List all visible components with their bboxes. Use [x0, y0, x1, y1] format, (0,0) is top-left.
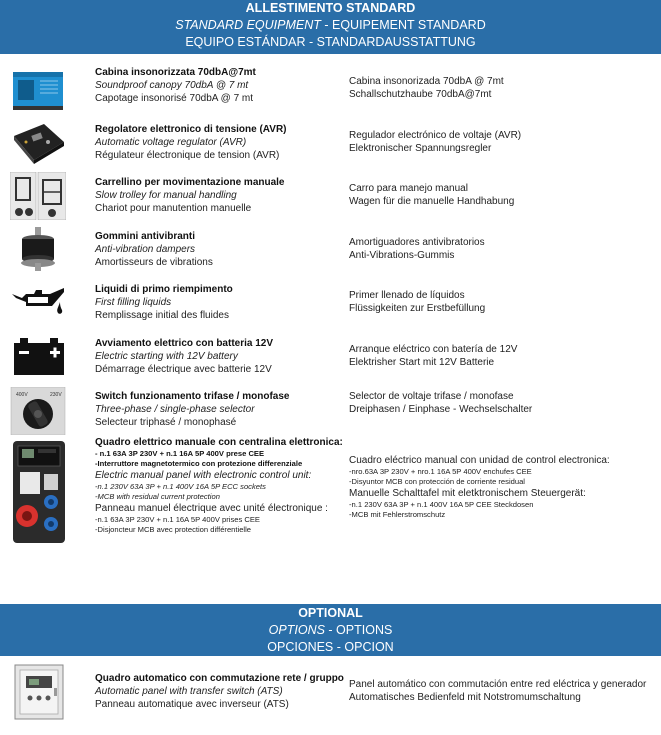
optional-title-it: OPTIONAL — [298, 606, 363, 620]
panel-en-title: Electric manual panel with electronic control unit: — [95, 470, 312, 481]
item-de-label: Wagen für die manuelle Handhabung — [349, 196, 515, 207]
item-fr-label: Selecteur triphasé / monophasé — [95, 417, 237, 428]
item-es-label: Carro para manejo manual — [349, 183, 468, 194]
optional-title-es: OPCIONES — [267, 640, 334, 654]
header-title-es: EQUIPO ESTÁNDAR — [185, 35, 306, 49]
item-en-label: Slow trolley for manual handling — [95, 190, 237, 201]
item-fr-label: Démarrage électrique avec batterie 12V — [95, 364, 272, 375]
header-title-en: STANDARD EQUIPMENT — [175, 18, 321, 32]
header-title-it: ALLESTIMENTO STANDARD — [245, 1, 416, 15]
item-es-label: Primer llenado de líquidos — [349, 290, 465, 301]
panel-it-line2: -Interruttore magnetotermico con protezione differenziale — [95, 459, 303, 468]
optional-title-fr: OPTIONS — [336, 623, 393, 637]
trolley-icon — [10, 172, 66, 220]
item-it-label: Regolatore elettronico di tensione (AVR) — [95, 124, 287, 135]
optional-title-en: OPTIONS — [268, 623, 325, 637]
optional-header: OPTIONAL OPTIONS - OPTIONS OPCIONES - OPCION — [0, 604, 661, 656]
panel-fr-line2: -Disjoncteur MCB avec protection différentielle — [95, 525, 252, 534]
panel-es-line1: -nro.63A 3P 230V + nro.1 16A 5P 400V enchufes CEE — [349, 467, 532, 476]
item-fr-label: Remplissage initial des fluides — [95, 310, 229, 321]
avr-board-icon — [10, 120, 66, 168]
panel-es-line2: -Disyuntor MCB con protección de corriente residual — [349, 477, 525, 486]
anti-vibration-damper-icon — [10, 225, 66, 273]
optional-title-de: OPCION — [344, 640, 394, 654]
opt-item-it-label: Quadro automatico con commutazione rete / gruppo — [95, 673, 344, 684]
item-de-label: Elektrisher Start mit 12V Batterie — [349, 357, 495, 368]
svg-text:230V: 230V — [50, 392, 62, 398]
item-en-label: Three-phase / single-phase selector — [95, 404, 255, 415]
panel-en-line1: -n.1 230V 63A 3P + n.1 400V 16A 5P ECC sockets — [95, 482, 266, 491]
electric-panel-icon — [12, 440, 66, 544]
item-it-label: Cabina insonorizzata 70dbA@7mt — [95, 67, 256, 78]
panel-de-line2: -MCB mit Fehlerstromschutz — [349, 510, 446, 519]
panel-en-line2: -MCB with residual current protection — [95, 492, 220, 501]
battery-icon — [10, 334, 66, 382]
item-it-label: Switch funzionamento trifase / monofase — [95, 391, 290, 402]
panel-de-title: Manuelle Schalttafel mit eletktronischem Steuergerät: — [349, 488, 586, 499]
item-fr-label: Capotage insonorisé 70dbA @ 7 mt — [95, 93, 254, 104]
panel-fr-line1: -n.1 63A 3P 230V + n.1 16A 5P 400V prises CEE — [95, 515, 260, 524]
item-fr-label: Amortisseurs de vibrations — [95, 257, 213, 268]
opt-item-es-label: Panel automático con commutación entre red eléctrica y generador — [349, 679, 647, 690]
item-es-label: Amortiguadores antivibratorios — [349, 237, 485, 248]
phase-selector-icon — [10, 387, 66, 435]
item-en-label: Automatic voltage regulator (AVR) — [95, 137, 247, 148]
oil-can-icon — [10, 280, 66, 328]
item-fr-label: Chariot pour manutention manuelle — [95, 203, 252, 214]
automatic-panel-icon — [14, 664, 64, 722]
item-es-label: Selector de voltaje trifase / monofase — [349, 391, 514, 402]
item-en-label: Anti-vibration dampers — [95, 244, 196, 255]
panel-de-line1: -n.1 230V 63A 3P + n.1 400V 16A 5P CEE Steckdosen — [349, 500, 534, 509]
item-en-label: Electric starting with 12V battery — [95, 351, 238, 362]
panel-it-title: Quadro elettrico manuale con centralina elettronica: — [95, 437, 343, 448]
header-title-de: STANDARDAUSSTATTUNG — [316, 35, 476, 49]
item-de-label: Anti-Vibrations-Gummis — [349, 250, 455, 261]
opt-item-en-label: Automatic panel with transfer switch (ATS) — [95, 686, 283, 697]
item-es-label: Arranque eléctrico con batería de 12V — [349, 344, 518, 355]
item-de-label: Flüssigkeiten zur Erstbefüllung — [349, 303, 486, 314]
header-title-fr: EQUIPEMENT STANDARD — [332, 18, 486, 32]
panel-es-title: Cuadro eléctrico manual con unidad de control electronica: — [349, 455, 610, 466]
item-it-label: Carrellino per movimentazione manuale — [95, 177, 285, 188]
item-es-label: Cabina insonorizada 70dbA @ 7mt — [349, 76, 504, 87]
opt-item-de-label: Automatisches Bedienfeld mit Notstromumschaltung — [349, 692, 581, 703]
opt-item-fr-label: Panneau automatique avec inverseur (ATS) — [95, 699, 289, 710]
panel-it-line1: - n.1 63A 3P 230V + n.1 16A 5P 400V prese CEE — [95, 449, 265, 458]
item-es-label: Regulador electrónico de voltaje (AVR) — [349, 130, 522, 141]
svg-text:400V: 400V — [16, 392, 28, 398]
item-fr-label: Régulateur électronique de tension (AVR) — [95, 150, 280, 161]
item-en-label: First filling liquids — [95, 297, 172, 308]
item-it-label: Avviamento elettrico con batteria 12V — [95, 338, 274, 349]
item-en-label: Soundproof canopy 70dbA @ 7 mt — [95, 80, 249, 91]
item-de-label: Elektronischer Spannungsregler — [349, 143, 492, 154]
item-de-label: Dreiphasen / Einphase - Wechselschalter — [349, 404, 533, 415]
soundproof-canopy-icon — [10, 66, 66, 114]
panel-fr-title: Panneau manuel électrique avec unité électronique : — [95, 503, 328, 514]
standard-equipment-header: ALLESTIMENTO STANDARD STANDARD EQUIPMENT - EQUIPEMENT STANDARD EQUIPO ESTÁNDAR - STANDARDAUSSTATTUNG — [0, 0, 661, 54]
item-it-label: Gommini antivibranti — [95, 231, 196, 242]
item-it-label: Liquidi di primo riempimento — [95, 284, 233, 295]
item-de-label: Schallschutzhaube 70dbA@7mt — [349, 89, 492, 100]
